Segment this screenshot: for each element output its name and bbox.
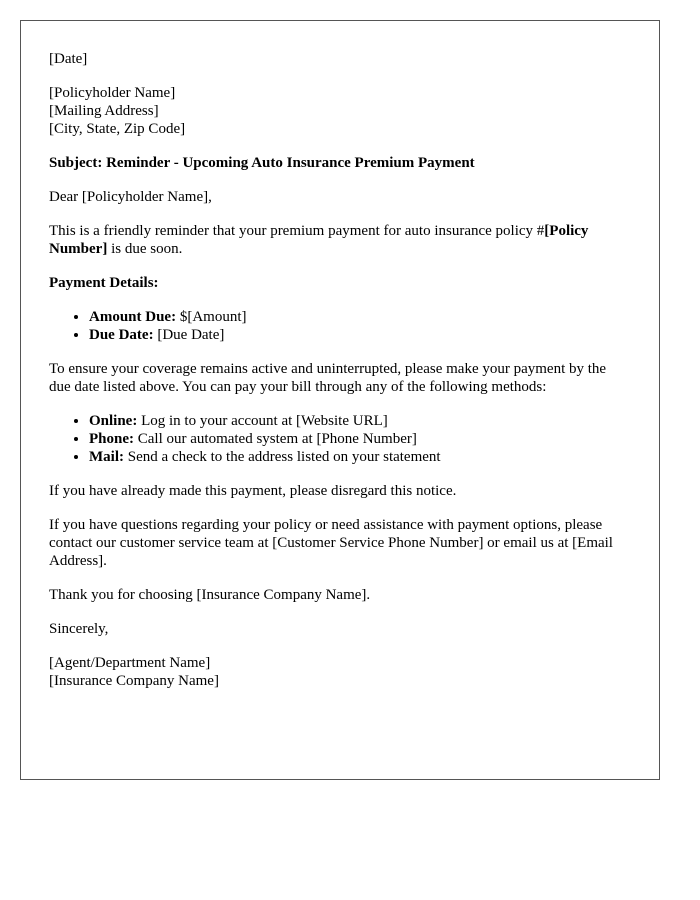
due-date-value: [Due Date]	[153, 327, 225, 343]
amount-due-label: Amount Due:	[89, 309, 177, 325]
method-mail-label: Mail:	[89, 449, 124, 465]
intro-text-after: is due soon.	[107, 241, 183, 257]
method-online-value: Log in to your account at [Website URL]	[137, 413, 388, 429]
signature-company: [Insurance Company Name]	[49, 673, 219, 689]
letter-page	[20, 20, 660, 780]
questions-paragraph: If you have questions regarding your policy or need assistance with payment options, please contact our customer service team at [Customer Service Phone Number] or email us at [Email Address].	[49, 517, 613, 569]
coverage-paragraph: To ensure your coverage remains active and uninterrupted, please make your payment by the due date listed above. You can pay your bill through any of the following methods:	[49, 361, 607, 395]
payment-details-list	[49, 308, 631, 344]
policy-number: [Policy Number]	[49, 223, 589, 257]
list-item	[89, 326, 631, 344]
method-mail-value: Send a check to the address listed on your statement	[124, 449, 441, 465]
salutation: Dear [Policyholder Name],	[49, 189, 212, 205]
amount-due-value: $[Amount]	[176, 309, 247, 325]
list-item	[89, 308, 631, 326]
payment-methods-list	[49, 412, 631, 466]
payment-details-heading-text: Payment Details:	[49, 275, 159, 291]
recipient-city-state-zip: [City, State, Zip Code]	[49, 121, 186, 137]
signature-agent: [Agent/Department Name]	[49, 655, 211, 671]
intro-text-before: This is a friendly reminder that your premium payment for auto insurance policy #	[49, 223, 545, 239]
recipient-address: [Mailing Address]	[49, 103, 159, 119]
closing: Sincerely,	[49, 621, 109, 637]
payment-details-heading	[49, 274, 631, 292]
recipient-block	[49, 84, 631, 138]
intro-paragraph	[49, 222, 631, 258]
recipient-name: [Policyholder Name]	[49, 85, 176, 101]
subject-text: Subject: Reminder - Upcoming Auto Insurance Premium Payment	[49, 155, 475, 171]
list-item	[89, 448, 631, 466]
list-item	[89, 430, 631, 448]
subject-line	[49, 154, 631, 172]
signature-block	[49, 654, 631, 690]
disregard-paragraph: If you have already made this payment, please disregard this notice.	[49, 483, 457, 499]
method-phone-label: Phone:	[89, 431, 134, 447]
letter-date: [Date]	[49, 51, 88, 67]
list-item	[89, 412, 631, 430]
method-phone-value: Call our automated system at [Phone Number]	[134, 431, 417, 447]
thanks-paragraph: Thank you for choosing [Insurance Company Name].	[49, 587, 371, 603]
due-date-label: Due Date:	[89, 327, 154, 343]
method-online-label: Online:	[89, 413, 138, 429]
